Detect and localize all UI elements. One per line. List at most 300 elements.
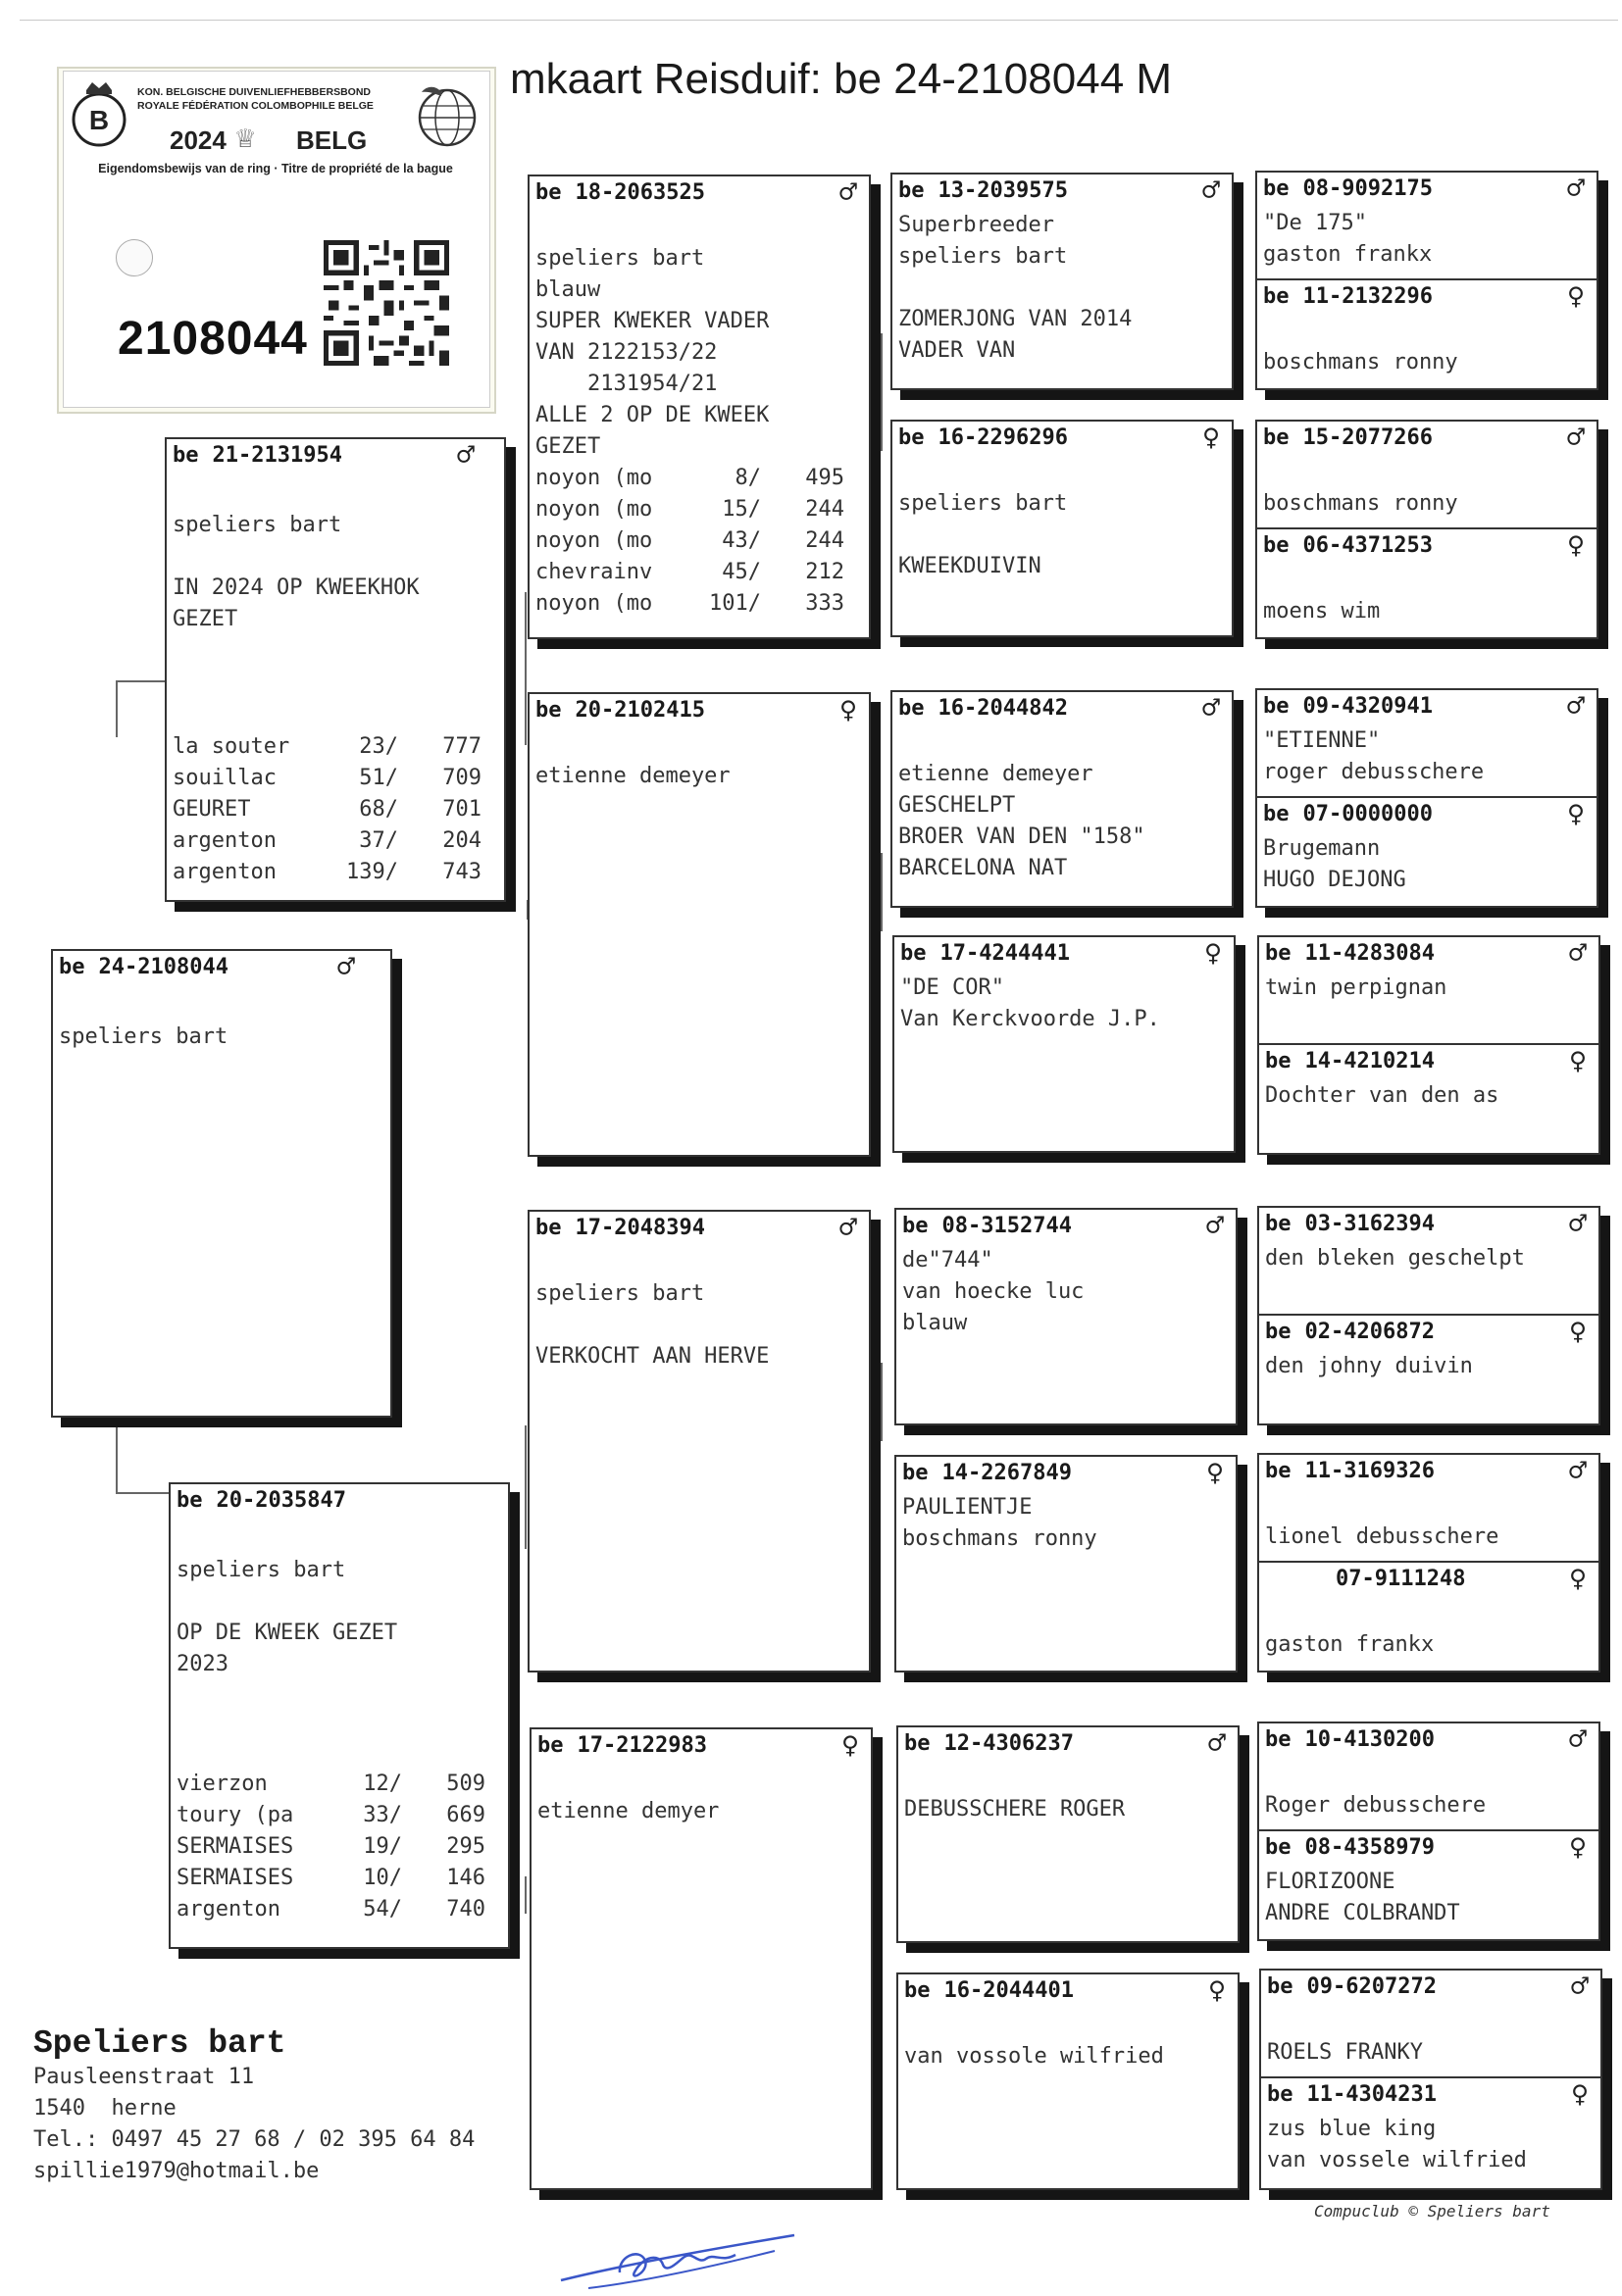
info-line [535, 1310, 865, 1341]
race-placement: 45/ [722, 560, 761, 584]
connector-line [881, 1882, 883, 1961]
info-line [535, 1247, 865, 1278]
ring-prefix: be [1265, 1727, 1292, 1752]
connector-line [525, 1876, 527, 1914]
pair-divider [1259, 1314, 1598, 1316]
info-line: Dochter van den as [1265, 1083, 1499, 1108]
pigeon-info [1263, 208, 1593, 271]
info-line: Brugemann [1263, 836, 1381, 861]
info-line: VAN 2122153/22 [535, 340, 718, 365]
ring-prefix: be [1265, 1835, 1292, 1860]
pair-divider [1259, 1043, 1598, 1045]
ring-prefix: be [904, 1978, 931, 2003]
info-line [898, 727, 1228, 759]
pigeon-card-fmf [890, 690, 1234, 908]
pigeon-info [1263, 725, 1593, 788]
handwritten-signature [549, 2218, 814, 2296]
pigeon-info [904, 2010, 1234, 2072]
info-line: blauw [535, 277, 601, 302]
ring-prefix: be [1263, 694, 1290, 719]
male-symbol-icon: ♂ [337, 950, 356, 984]
ring-prefix: be [1265, 941, 1292, 966]
result-row [173, 825, 494, 857]
info-line: Superbreeder [898, 213, 1054, 237]
ring-prefix: be [173, 443, 199, 468]
ring-prefix: be [1265, 1049, 1292, 1073]
connector-line [881, 853, 883, 931]
info-line: de"744" [902, 1248, 993, 1273]
ring-number: 12-4306237 [943, 1731, 1074, 1756]
pigeon-info [1265, 1080, 1595, 1112]
race-location: argenton [173, 828, 277, 853]
ring-number: 15-2077266 [1302, 425, 1433, 450]
male-symbol-icon: ♂ [838, 175, 857, 210]
pigeon-card-ffm [890, 420, 1234, 637]
male-symbol-icon: ♂ [1201, 691, 1220, 725]
race-location: SERMAISES [177, 1834, 294, 1859]
pigeon-info [1267, 2006, 1597, 2069]
federation-name-fr: ROYALE FÉDÉRATION COLOMBOPHILE BELGE [137, 100, 374, 112]
race-placement: 101/ [709, 591, 761, 616]
pigeon-info [535, 1247, 865, 1373]
pigeon-info [1265, 1598, 1595, 1661]
result-row [173, 731, 494, 763]
info-line: van vossole wilfried [904, 2044, 1164, 2069]
crown-icon: ♕ [235, 117, 256, 156]
ring-prefix: be [1263, 802, 1290, 826]
female-symbol-icon: ♀ [1205, 1456, 1224, 1490]
info-line: moens wim [1263, 599, 1381, 624]
info-line: IN 2024 OP KWEEKHOK [173, 575, 420, 600]
pigeon-card-subject [51, 949, 392, 1418]
info-line [904, 1763, 1234, 1794]
info-line: speliers bart [59, 1024, 228, 1049]
pigeon-card-mff [894, 1208, 1238, 1425]
info-line: gaston frankx [1263, 242, 1433, 267]
race-results [177, 1769, 498, 1925]
ring-number: 11-4304231 [1306, 2082, 1437, 2107]
ring-prefix: be [904, 1731, 931, 1756]
male-symbol-icon: ♂ [1570, 1970, 1589, 2004]
ring-number: 10-4130200 [1304, 1727, 1435, 1752]
result-row [535, 494, 859, 525]
connector-line [525, 592, 527, 745]
info-line: VADER VAN [898, 338, 1016, 363]
info-line [173, 541, 500, 573]
info-line: DEBUSSCHERE ROGER [904, 1797, 1126, 1822]
result-row [177, 1863, 498, 1894]
pigeon-info [1263, 565, 1593, 627]
pigeon-pair-card-7 [1257, 1722, 1600, 1941]
svg-text:B: B [88, 105, 110, 135]
male-symbol-icon: ♂ [1566, 421, 1585, 455]
info-line: KWEEKDUIVIN [898, 554, 1041, 578]
female-symbol-icon: ♀ [1207, 1973, 1226, 2008]
info-line [537, 1765, 867, 1796]
male-symbol-icon: ♂ [1566, 172, 1585, 206]
male-symbol-icon: ♂ [1568, 1722, 1587, 1757]
pigeon-card-mfm [894, 1455, 1238, 1672]
info-line [1263, 316, 1593, 347]
race-location: noyon (mo [535, 528, 653, 553]
connector-line [881, 333, 883, 451]
ring-number: 09-4320941 [1302, 694, 1433, 719]
race-location: souillac [173, 766, 277, 790]
race-entrants: 740 [446, 1897, 485, 1922]
race-entrants: 244 [805, 528, 844, 553]
race-location: toury (pa [177, 1803, 294, 1827]
info-line: ANDRE COLBRANDT [1265, 1901, 1460, 1925]
info-line: twin perpignan [1265, 975, 1447, 1000]
info-line: "De 175" [1263, 211, 1367, 235]
ring-prefix: be [1263, 176, 1290, 201]
result-row [173, 857, 494, 888]
ring-number: 13-2039575 [938, 178, 1068, 203]
race-placement: 15/ [722, 497, 761, 522]
race-placement: 23/ [359, 734, 398, 759]
ring-number: 18-2063525 [575, 180, 705, 205]
female-symbol-icon: ♀ [1568, 1315, 1587, 1349]
race-placement: 33/ [363, 1803, 402, 1827]
race-results [535, 463, 859, 620]
race-results [173, 731, 494, 888]
race-entrants: 777 [442, 734, 482, 759]
race-entrants: 146 [446, 1866, 485, 1890]
race-placement: 51/ [359, 766, 398, 790]
race-location: noyon (mo [535, 466, 653, 490]
info-line: BROER VAN DEN "158" [898, 824, 1145, 849]
ring-prefix: be [1263, 425, 1290, 450]
info-line [535, 729, 865, 761]
pigeon-card-fff [890, 173, 1234, 390]
race-placement: 8/ [735, 466, 761, 490]
result-row [535, 557, 859, 588]
info-line [1263, 457, 1593, 488]
race-entrants: 709 [442, 766, 482, 790]
ring-number: 17-4244441 [939, 941, 1070, 966]
ring-prefix: be [898, 178, 925, 203]
ring-number: 08-4358979 [1304, 1835, 1435, 1860]
info-line: speliers bart [535, 246, 705, 271]
info-line: GEZET [535, 434, 601, 459]
info-line: GESCHELPT [898, 793, 1016, 818]
ring-number: 06-4371253 [1302, 533, 1433, 558]
connector-line [116, 1492, 169, 1494]
result-row [177, 1769, 498, 1800]
pigeon-info [898, 727, 1228, 884]
race-placement: 54/ [363, 1897, 402, 1922]
pigeon-card-mf [528, 1210, 871, 1672]
info-line: ZOMERJONG VAN 2014 [898, 307, 1133, 331]
pigeon-pair-card-4 [1257, 935, 1600, 1155]
ring-prefix: be [1267, 1974, 1293, 1999]
page-title: mkaart Reisduif: be 24-2108044 M [510, 55, 1173, 103]
race-entrants: 495 [805, 466, 844, 490]
pigeon-card-mm [530, 1727, 873, 2190]
info-line: roger debusschere [1263, 760, 1485, 784]
owner-block [33, 2025, 475, 2187]
female-symbol-icon: ♀ [1568, 1830, 1587, 1865]
female-symbol-icon: ♀ [1566, 797, 1585, 831]
info-line: etienne demeyer [535, 764, 731, 788]
ring-prefix: be [535, 180, 562, 205]
info-line [1265, 1598, 1595, 1629]
female-symbol-icon: ♀ [838, 693, 857, 727]
pigeon-info [1267, 2114, 1597, 2176]
pair-divider [1257, 796, 1597, 798]
pigeon-pair-card-2 [1255, 420, 1598, 639]
race-location: GEURET [173, 797, 251, 822]
ring-prefix: be [59, 955, 85, 979]
ring-prefix: be [537, 1733, 564, 1758]
ring-prefix: be [535, 698, 562, 723]
male-symbol-icon: ♂ [838, 1211, 857, 1245]
software-credit: Compuclub © Speliers bart [1314, 2202, 1550, 2221]
info-line: den bleken geschelpt [1265, 1246, 1525, 1271]
info-line: "DE COR" [900, 975, 1004, 1000]
ring-prefix: be [1265, 1212, 1292, 1236]
owner-phone: Tel.: 0497 45 27 68 / 02 395 64 84 [33, 2127, 476, 2152]
race-location: vierzon [177, 1772, 268, 1796]
pigeon-info [1263, 316, 1593, 378]
owner-city: 1540 herne [33, 2096, 177, 2121]
result-row [173, 794, 494, 825]
info-line: FLORIZOONE [1265, 1870, 1395, 1894]
pigeon-pair-card-1 [1255, 171, 1598, 390]
race-location: SERMAISES [177, 1866, 294, 1890]
pigeon-card-mmf [896, 1725, 1240, 1943]
race-location: la souter [173, 734, 290, 759]
top-rule [20, 20, 1618, 21]
pigeon-info [1263, 833, 1593, 896]
result-row [177, 1831, 498, 1863]
info-line: boschmans ronny [1263, 491, 1458, 516]
pigeon-pair-card-8 [1259, 1969, 1602, 2190]
ring-number: 16-2296296 [938, 425, 1068, 450]
female-symbol-icon: ♀ [1568, 1562, 1587, 1596]
info-line: gaston frankx [1265, 1632, 1435, 1657]
pigeon-info [59, 1022, 386, 1053]
race-entrants: 701 [442, 797, 482, 822]
info-line: boschmans ronny [1263, 350, 1458, 374]
pigeon-info [535, 212, 865, 463]
info-line: speliers bart [173, 513, 342, 537]
race-placement: 37/ [359, 828, 398, 853]
ring-number: 11-4283084 [1304, 941, 1435, 966]
info-line [1263, 565, 1593, 596]
ring-number: 16-2044401 [943, 1978, 1074, 2003]
ring-number: 07-0000000 [1302, 802, 1433, 826]
pair-divider [1259, 1561, 1598, 1563]
pigeon-info [177, 1555, 504, 1680]
female-symbol-icon: ♀ [1203, 936, 1222, 971]
info-line: boschmans ronny [902, 1526, 1097, 1551]
ring-number: 14-4210214 [1304, 1049, 1435, 1073]
info-line: van hoecke luc [902, 1279, 1085, 1304]
info-line: van vossele wilfried [1267, 2148, 1527, 2172]
race-entrants: 295 [446, 1834, 485, 1859]
info-line: speliers bart [535, 1281, 705, 1306]
ring-prefix: be [1263, 284, 1290, 309]
pigeon-card-mmm [896, 1972, 1240, 2190]
race-location: argenton [173, 860, 277, 884]
ring-prefix: be [1263, 533, 1290, 558]
ring-prefix: be [1265, 1459, 1292, 1483]
federation-logo-icon [71, 80, 127, 151]
race-placement: 68/ [359, 797, 398, 822]
info-line: ROELS FRANKY [1267, 2040, 1423, 2065]
result-row [535, 463, 859, 494]
info-line: 2131954/21 [535, 372, 718, 396]
info-line: "ETIENNE" [1263, 728, 1381, 753]
ring-number: 2108044 [118, 313, 308, 365]
race-placement: 139/ [346, 860, 398, 884]
ring-number: 20-2102415 [575, 698, 705, 723]
male-symbol-icon: ♂ [1205, 1209, 1224, 1243]
punch-hole [116, 239, 153, 276]
info-line [898, 273, 1228, 304]
race-placement: 19/ [363, 1834, 402, 1859]
pigeon-pair-card-6 [1257, 1453, 1600, 1672]
female-symbol-icon: ♀ [1566, 528, 1585, 563]
pigeon-info [1265, 1243, 1595, 1274]
race-entrants: 204 [442, 828, 482, 853]
info-line: BARCELONA NAT [898, 856, 1068, 880]
ring-number: 20-2035847 [216, 1488, 346, 1513]
race-entrants: 333 [805, 591, 844, 616]
pigeon-info [900, 973, 1230, 1035]
ring-number: 02-4206872 [1304, 1320, 1435, 1344]
race-location: noyon (mo [535, 591, 653, 616]
pair-divider [1257, 527, 1597, 529]
pigeon-card-ff [528, 175, 871, 639]
ring-prefix: be [902, 1214, 929, 1238]
pigeon-info [1263, 457, 1593, 520]
info-line: SUPER KWEKER VADER [535, 309, 770, 333]
pigeon-info [1265, 973, 1595, 1004]
info-line [535, 212, 865, 243]
pigeon-info [898, 210, 1228, 367]
result-row [173, 763, 494, 794]
male-symbol-icon: ♂ [1568, 936, 1587, 971]
ring-country: BELG [296, 125, 368, 155]
info-line: etienne demeyer [898, 762, 1093, 786]
race-entrants: 743 [442, 860, 482, 884]
info-line [898, 520, 1228, 551]
ring-prefix: be [902, 1461, 929, 1485]
female-symbol-icon: ♀ [1201, 421, 1220, 455]
pigeon-info [902, 1245, 1232, 1339]
ring-number: 21-2131954 [212, 443, 342, 468]
owner-email: spillie1979@hotmail.be [33, 2159, 320, 2183]
ring-number: 14-2267849 [941, 1461, 1072, 1485]
info-line [177, 1586, 504, 1618]
ring-number: 11-3169326 [1304, 1459, 1435, 1483]
ring-number: 08-3152744 [941, 1214, 1072, 1238]
pigeon-card-fm [528, 692, 871, 1157]
male-symbol-icon: ♂ [1207, 1726, 1226, 1761]
info-line: PAULIENTJE [902, 1495, 1033, 1520]
race-entrants: 244 [805, 497, 844, 522]
ring-number: 09-6207272 [1306, 1974, 1437, 1999]
connector-line [116, 680, 165, 682]
info-line [1267, 2006, 1597, 2037]
pair-divider [1261, 2076, 1600, 2078]
ring-number: 16-2044842 [938, 696, 1068, 721]
globe-pigeon-logo-icon [412, 78, 482, 149]
info-line: speliers bart [177, 1558, 346, 1582]
pigeon-info [904, 1763, 1234, 1825]
info-line: zus blue king [1267, 2117, 1437, 2141]
info-line [1265, 1490, 1595, 1522]
pigeon-info [1265, 1351, 1595, 1382]
info-line [904, 2010, 1234, 2041]
ring-ownership-label: Eigendomsbewijs van de ring · Titre de propriété de la bague [98, 162, 453, 175]
owner-street: Pausleenstraat 11 [33, 2065, 255, 2089]
pigeon-card-fmm [892, 935, 1236, 1153]
connector-line [881, 1363, 883, 1441]
male-symbol-icon: ♂ [1568, 1207, 1587, 1241]
pair-divider [1257, 278, 1597, 280]
info-line: 2023 [177, 1652, 228, 1676]
race-entrants: 212 [805, 560, 844, 584]
result-row [177, 1894, 498, 1925]
result-row [535, 588, 859, 620]
male-symbol-icon: ♂ [1568, 1454, 1587, 1488]
pigeon-info [537, 1765, 867, 1827]
ring-prefix: be [898, 696, 925, 721]
female-symbol-icon: ♀ [1568, 1044, 1587, 1078]
ring-prefix: be [1267, 2082, 1293, 2107]
female-symbol-icon: ♀ [1570, 2077, 1589, 2112]
info-line: ALLE 2 OP DE KWEEK [535, 403, 770, 427]
pigeon-info [1265, 1867, 1595, 1929]
info-line: speliers bart [898, 491, 1068, 516]
ring-number: 08-9092175 [1302, 176, 1433, 201]
ring-prefix: be [1265, 1320, 1292, 1344]
pigeon-info [902, 1492, 1232, 1555]
info-line: Roger debusschere [1265, 1793, 1487, 1818]
race-entrants: 669 [446, 1803, 485, 1827]
ring-number: 17-2048394 [575, 1216, 705, 1240]
connector-line [116, 680, 118, 737]
male-symbol-icon: ♂ [456, 438, 475, 473]
pigeon-pair-card-3 [1255, 688, 1598, 908]
race-placement: 43/ [722, 528, 761, 553]
info-line: etienne demyer [537, 1799, 720, 1823]
pair-divider [1259, 1829, 1598, 1831]
connector-line [116, 1420, 118, 1494]
female-symbol-icon: ♀ [840, 1728, 859, 1763]
ring-number: 24-2108044 [98, 955, 228, 979]
ring-year: 2024 [170, 125, 227, 155]
ring-prefix: be [177, 1488, 203, 1513]
ring-number: 07-9111248 [1336, 1567, 1466, 1591]
male-symbol-icon: ♂ [1566, 689, 1585, 724]
info-line: GEZET [173, 607, 238, 631]
info-line [898, 457, 1228, 488]
info-line: blauw [902, 1311, 968, 1335]
info-line: den johny duivin [1265, 1354, 1473, 1378]
pigeon-info [1265, 1490, 1595, 1553]
info-line [1265, 1759, 1595, 1790]
connector-line [525, 1425, 527, 1549]
ring-prefix: be [898, 425, 925, 450]
male-symbol-icon: ♂ [1201, 174, 1220, 208]
info-line: VERKOCHT AAN HERVE [535, 1344, 770, 1369]
owner-name: Speliers bart [33, 2025, 286, 2062]
ring-prefix: be [900, 941, 927, 966]
